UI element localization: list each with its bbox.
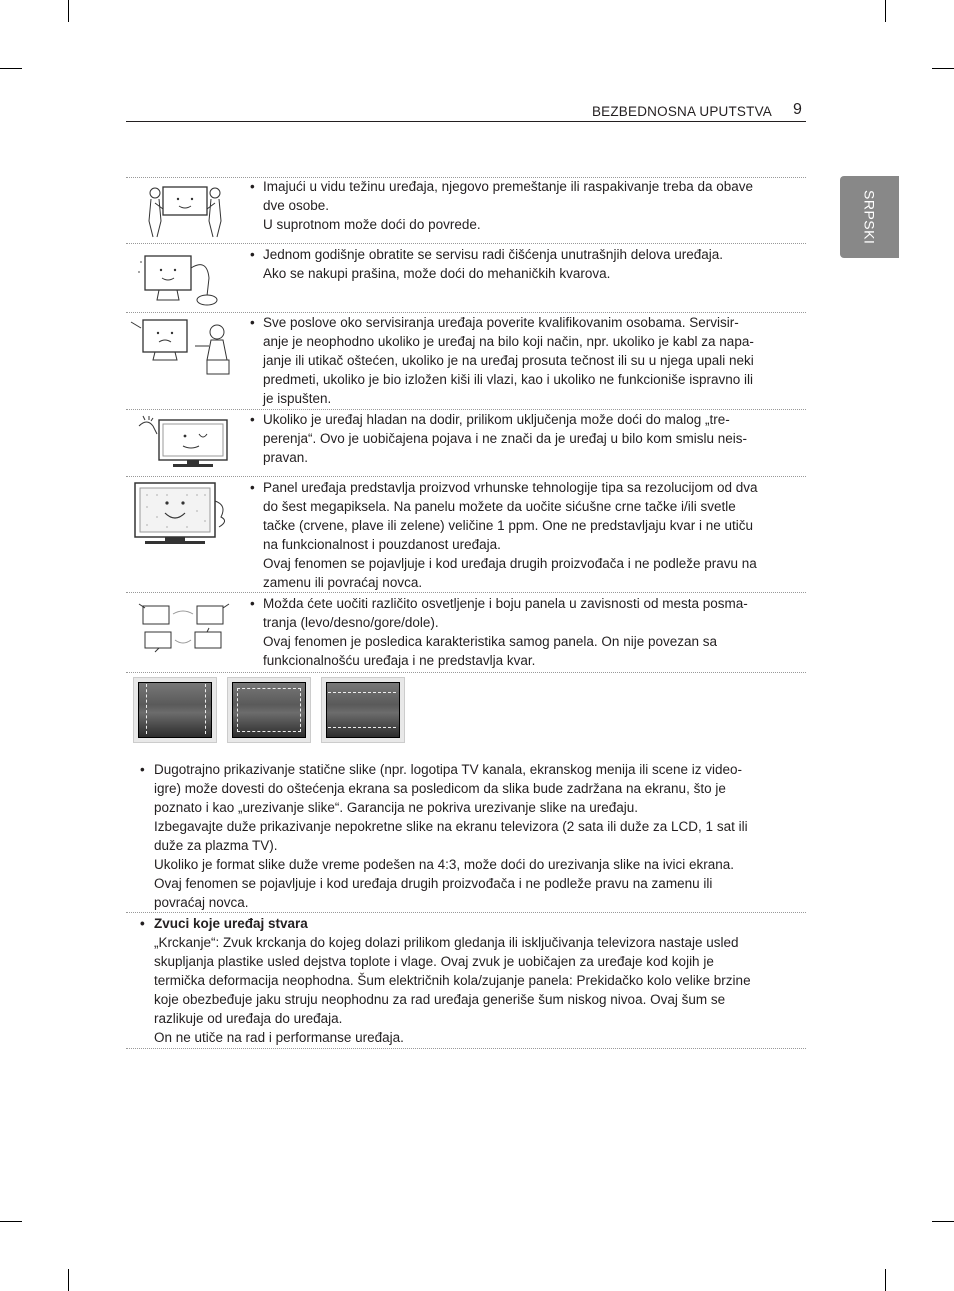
language-tab-label: SRPSKI xyxy=(861,189,878,245)
crop-mark xyxy=(68,0,69,22)
item-text xyxy=(154,914,790,1047)
text-line: Ako se nakupi prašina, može doći do mehaničkih kvarova. xyxy=(263,266,611,281)
text-line: perenja“. Ovo je uobičajena pojava i ne znači da je uređaj u bilo kom smislu neis- xyxy=(263,431,748,446)
image-retention-photo-side xyxy=(133,677,217,743)
text-line: tačke (crvene, plave ili zelene) veličine 1 ppm. One ne predstavljaju kvar i ne utiču xyxy=(263,518,753,533)
text-line: Možda ćete uočiti različito osvetljenje i boju panela u zavisnosti od mesta posma- xyxy=(263,596,748,611)
crop-mark xyxy=(0,1221,22,1222)
section-heading: Zvuci koje uređaj stvara xyxy=(154,916,308,931)
text-line: Sve poslove oko servisiranja uređaja poverite kvalifikovanim osobama. Servisir- xyxy=(263,315,739,330)
item-text xyxy=(263,478,795,592)
list-item xyxy=(250,410,795,467)
list-item xyxy=(250,594,795,670)
list-item xyxy=(250,177,795,234)
tv-cold-crackle-icon xyxy=(133,414,233,472)
bullet: • xyxy=(250,179,255,194)
text-line: do šest megapiksela. Na panelu možete da uočite sićušne crne tačke i/ili svetle xyxy=(263,499,736,514)
text-line: tranja (levo/desno/gore/dole). xyxy=(263,615,439,630)
device-sounds-note xyxy=(140,914,790,1047)
retention-outline xyxy=(328,692,396,728)
item-text xyxy=(263,594,795,670)
text-line: dve osobe. xyxy=(263,198,330,213)
text-line: koje obezbeđuje jaku struju neophodnu za rad uređaja generiše šum niskog nivoa. Ovaj šum se xyxy=(154,992,726,1007)
text-line: „Krckanje“: Zvuk krckanja do kojeg dolazi prilikom gledanja ili isključivanja televizora nastaje usled xyxy=(154,935,739,950)
item-text xyxy=(263,177,795,234)
bullet: • xyxy=(250,412,255,427)
text-line: On ne utiče na rad i performanse uređaja. xyxy=(154,1030,404,1045)
text-line: Izbegavajte duže prikazivanje nepokretne slike na ekranu televizora (2 sata ili duže za LCD, 1 sat ili xyxy=(154,819,748,834)
crop-mark xyxy=(932,68,954,69)
row-divider xyxy=(126,672,806,673)
text-line: termička deformacija neophodna. Šum električnih kola/zujanje panela: Prekidačko kolo velike brzine xyxy=(154,973,751,988)
row-divider xyxy=(126,592,806,593)
language-tab xyxy=(840,176,899,258)
row-divider xyxy=(126,1048,806,1049)
image-retention-note xyxy=(140,760,790,912)
image-retention-photo-letterbox xyxy=(321,677,405,743)
bullet: • xyxy=(140,762,145,777)
text-line: je ispušten. xyxy=(263,391,332,406)
row-divider xyxy=(126,243,806,244)
bullet: • xyxy=(140,916,145,931)
text-line: pravan. xyxy=(263,450,309,465)
text-line: anje je neophodno ukoliko je uređaj na bilo koji način, npr. ukoliko je kabl za napa- xyxy=(263,334,754,349)
image-retention-photo-frame xyxy=(227,677,311,743)
crop-mark xyxy=(0,68,22,69)
tv-viewing-angle-icon xyxy=(137,600,232,655)
text-line: U suprotnom može doći do povrede. xyxy=(263,217,481,232)
text-line: poznato i kao „urezivanje slike“. Garancija ne pokriva urezivanje slike na uređaju. xyxy=(154,800,639,815)
text-line: na funkcionalnost i pouzdanost uređaja. xyxy=(263,537,501,552)
row-divider xyxy=(126,476,806,477)
list-item xyxy=(250,478,795,592)
crop-mark xyxy=(885,0,886,22)
item-text xyxy=(154,760,790,912)
running-header: BEZBEDNOSNA UPUTSTVA xyxy=(591,104,772,119)
text-line: skupljanja plastike usled dejstva toplote i vlage. Ovaj zvuk je uobičajen za uređaje kod kojih je xyxy=(154,954,714,969)
text-line: Jednom godišnje obratite se servisu radi čišćenja unutrašnjih delova uređaja. xyxy=(263,247,724,262)
row-divider xyxy=(126,912,806,913)
text-line: Imajući u vidu težinu uređaja, njegovo premeštanje ili raspakivanje treba da obave xyxy=(263,179,754,194)
list-item xyxy=(250,313,795,408)
text-line: Ukoliko je format slike duže vreme podešen na 4:3, može doći do urezivanja slike na ivici ekrana. xyxy=(154,857,735,872)
text-line: razlikuje od uređaja do uređaja. xyxy=(154,1011,343,1026)
tv-pixel-dots-icon xyxy=(133,481,233,547)
text-line: zamenu ili povraćaj novca. xyxy=(263,575,423,590)
text-line: Panel uređaja predstavlja proizvod vrhunske tehnologije tipa sa rezolucijom od dva xyxy=(263,480,758,495)
tv-cleaning-vacuum-icon xyxy=(137,248,227,308)
retention-outline xyxy=(146,684,206,734)
text-line: povraćaj novca. xyxy=(154,895,249,910)
bullet: • xyxy=(250,596,255,611)
text-line: Ukoliko je uređaj hladan na dodir, prilikom uključenja može doći do malog „tre- xyxy=(263,412,730,427)
text-line: predmeti, ukoliko je bio izložen kiši ili vlazi, kao i ukoliko ne funkcioniše ispravno ili xyxy=(263,372,753,387)
retention-outline xyxy=(237,688,301,732)
crop-mark xyxy=(932,1221,954,1222)
text-line: funkcionalnošću uređaja i ne predstavlja kvar. xyxy=(263,653,536,668)
two-people-carrying-tv-icon xyxy=(145,181,225,239)
bullet: • xyxy=(250,247,255,262)
text-line: janje ili utikač oštećen, ukoliko je na uređaj prosuta tečnost ili su u njega upali neki xyxy=(263,353,754,368)
crop-mark xyxy=(885,1269,886,1291)
text-line: Ovaj fenomen se pojavljuje i kod uređaja drugih proizvođača i ne podleže pravu na xyxy=(263,556,757,571)
text-line: Ovaj fenomen je posledica karakteristika samog panela. On nije povezan sa xyxy=(263,634,718,649)
page-number: 9 xyxy=(793,101,802,118)
item-text xyxy=(263,410,795,467)
bullet: • xyxy=(250,480,255,495)
tv-service-technician-icon xyxy=(127,316,237,378)
item-text xyxy=(263,313,795,408)
header-rule xyxy=(126,121,806,122)
list-item xyxy=(250,245,795,283)
text-line: Dugotrajno prikazivanje statične slike (npr. logotipa TV kanala, ekranskog menija ili scene iz video- xyxy=(154,762,743,777)
crop-mark xyxy=(68,1269,69,1291)
item-text xyxy=(263,245,795,283)
text-line: igre) može dovesti do oštećenja ekrana sa posledicom da slika bude zadržana na ekranu, što je xyxy=(154,781,726,796)
text-line: Ovaj fenomen se pojavljuje i kod uređaja drugih proizvođača i ne podleže pravu na zamenu ili xyxy=(154,876,713,891)
bullet: • xyxy=(250,315,255,330)
text-line: duže za plazma TV). xyxy=(154,838,278,853)
